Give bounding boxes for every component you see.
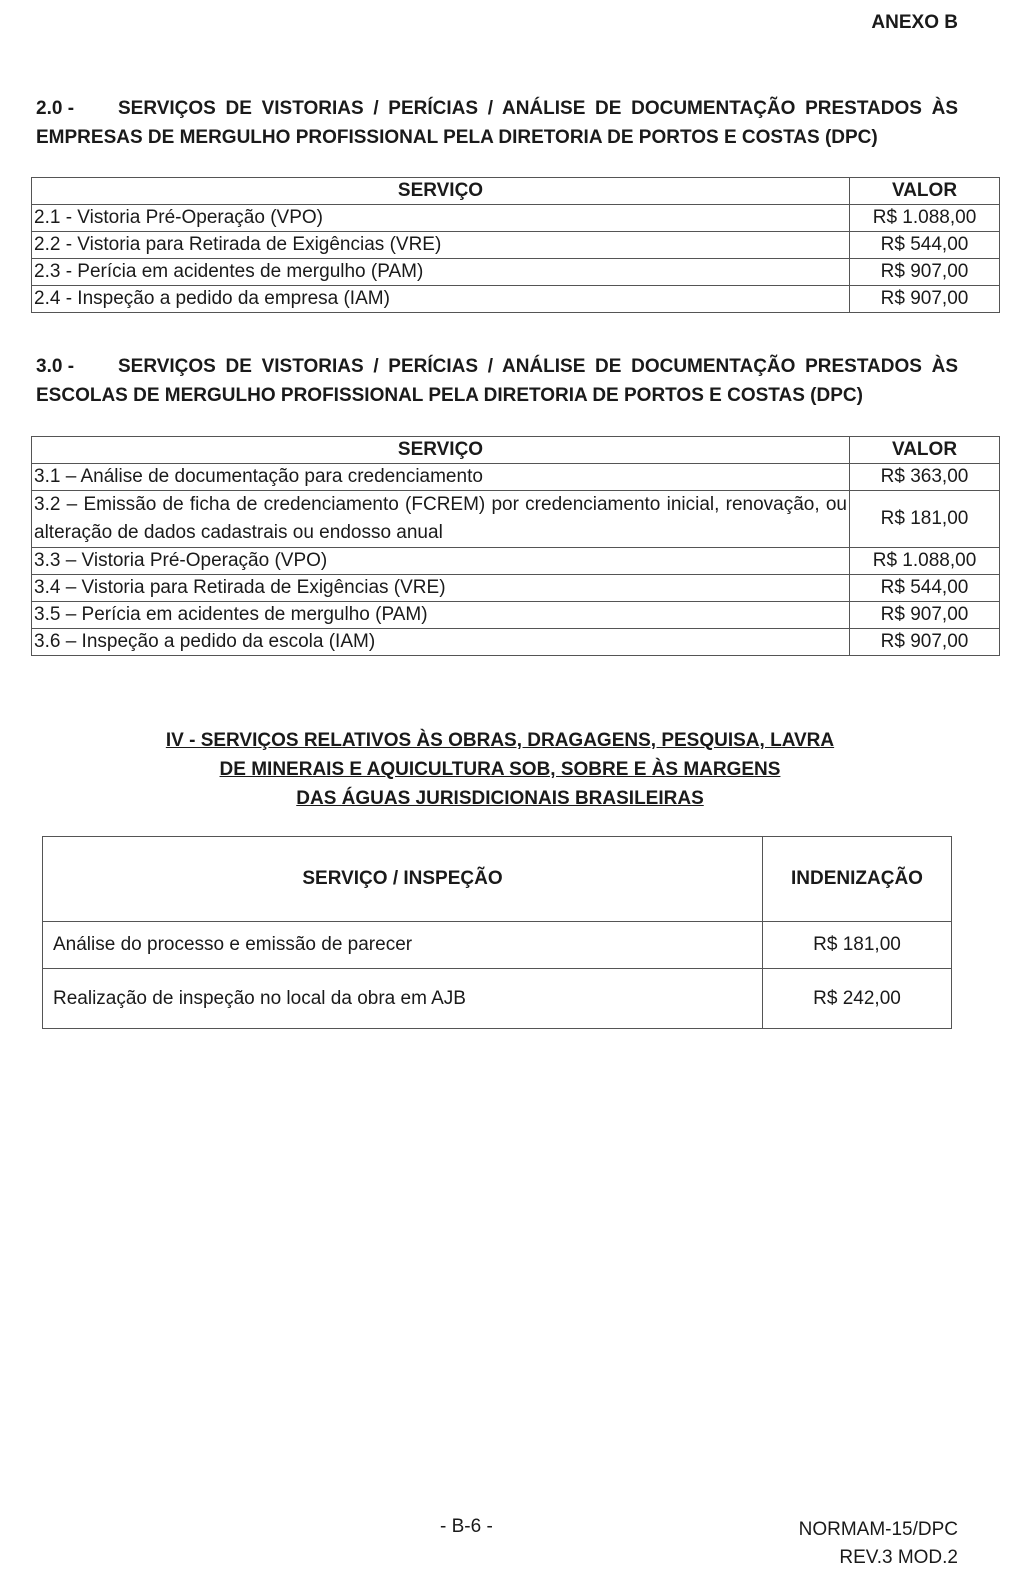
section-3-heading-line1 xyxy=(36,352,958,381)
section-3-table xyxy=(31,436,1000,656)
row-value: R$ 242,00 xyxy=(763,969,952,1029)
page-number: - B-6 - xyxy=(440,1516,493,1537)
section-3-number: 3.0 - xyxy=(36,356,75,377)
row-service: 3.1 – Análise de documentação para credenciamento xyxy=(32,464,850,491)
row-service: 3.4 – Vistoria para Retirada de Exigências (VRE) xyxy=(32,575,850,602)
section-2-number: 2.0 - xyxy=(36,98,75,119)
row-value: R$ 363,00 xyxy=(850,464,1000,491)
row-service: Realização de inspeção no local da obra em AJB xyxy=(43,969,763,1029)
table-row xyxy=(32,575,1000,602)
section-2-heading xyxy=(36,94,958,152)
header-service: SERVIÇO xyxy=(32,437,850,464)
table-row xyxy=(32,464,1000,491)
row-value: R$ 544,00 xyxy=(850,232,1000,259)
section-3-heading xyxy=(36,352,958,410)
table-row xyxy=(32,548,1000,575)
section-3-title-line2: ESCOLAS DE MERGULHO PROFISSIONAL PELA DIRETORIA DE PORTOS E COSTAS (DPC) xyxy=(36,385,863,406)
row-value: R$ 1.088,00 xyxy=(850,548,1000,575)
section-2-title-line1: SERVIÇOS DE VISTORIAS / PERÍCIAS / ANÁLISE DE DOCUMENTAÇÃO PRESTADOS ÀS xyxy=(118,98,958,119)
row-value: R$ 181,00 xyxy=(850,491,1000,548)
section-4-heading xyxy=(0,726,1000,813)
table-row xyxy=(43,969,952,1029)
table-row xyxy=(43,922,952,969)
reference-line1: NORMAM-15/DPC xyxy=(798,1519,958,1540)
section-4-title-line1: IV - SERVIÇOS RELATIVOS ÀS OBRAS, DRAGAGENS, PESQUISA, LAVRA xyxy=(165,730,835,751)
table-row xyxy=(32,259,1000,286)
header-value: INDENIZAÇÃO xyxy=(763,837,952,922)
section-4-title-line2: DE MINERAIS E AQUICULTURA SOB, SOBRE E ÀS MARGENS xyxy=(219,759,781,780)
header-service: SERVIÇO xyxy=(32,178,850,205)
reference-line2: REV.3 MOD.2 xyxy=(839,1547,958,1568)
row-service: 3.3 – Vistoria Pré-Operação (VPO) xyxy=(32,548,850,575)
table-header-row xyxy=(32,437,1000,464)
row-service: 2.1 - Vistoria Pré-Operação (VPO) xyxy=(32,205,850,232)
row-service: 3.5 – Perícia em acidentes de mergulho (PAM) xyxy=(32,602,850,629)
row-value: R$ 544,00 xyxy=(850,575,1000,602)
document-reference xyxy=(799,1516,958,1572)
section-2-title-line2: EMPRESAS DE MERGULHO PROFISSIONAL PELA DIRETORIA DE PORTOS E COSTAS (DPC) xyxy=(36,127,878,148)
header-value: VALOR xyxy=(850,437,1000,464)
section-4-table xyxy=(42,836,952,1029)
section-3-title-line1: SERVIÇOS DE VISTORIAS / PERÍCIAS / ANÁLISE DE DOCUMENTAÇÃO PRESTADOS ÀS xyxy=(118,356,958,377)
row-value: R$ 907,00 xyxy=(850,286,1000,313)
row-value: R$ 1.088,00 xyxy=(850,205,1000,232)
annex-label: ANEXO B xyxy=(871,12,958,33)
row-value: R$ 907,00 xyxy=(850,602,1000,629)
section-4-title-line3: DAS ÁGUAS JURISDICIONAIS BRASILEIRAS xyxy=(296,788,704,809)
table-header-row xyxy=(43,837,952,922)
table-row xyxy=(32,491,1000,548)
row-service: 2.4 - Inspeção a pedido da empresa (IAM) xyxy=(32,286,850,313)
row-service: 3.6 – Inspeção a pedido da escola (IAM) xyxy=(32,629,850,656)
section-2-heading-line1 xyxy=(36,94,958,123)
table-row xyxy=(32,232,1000,259)
row-service: 2.2 - Vistoria para Retirada de Exigências (VRE) xyxy=(32,232,850,259)
table-header-row xyxy=(32,178,1000,205)
table-row xyxy=(32,286,1000,313)
row-service: Análise do processo e emissão de parecer xyxy=(43,922,763,969)
header-value: VALOR xyxy=(850,178,1000,205)
row-value: R$ 181,00 xyxy=(763,922,952,969)
row-value: R$ 907,00 xyxy=(850,259,1000,286)
header-service: SERVIÇO / INSPEÇÃO xyxy=(43,837,763,922)
row-value: R$ 907,00 xyxy=(850,629,1000,656)
table-row xyxy=(32,205,1000,232)
section-2-table xyxy=(31,177,1000,313)
table-row xyxy=(32,602,1000,629)
row-service: 2.3 - Perícia em acidentes de mergulho (PAM) xyxy=(32,259,850,286)
table-row xyxy=(32,629,1000,656)
row-service: 3.2 – Emissão de ficha de credenciamento (FCREM) por credenciamento inicial, renovação, ou alteração de dados cadastrais ou endosso anual xyxy=(32,491,850,548)
